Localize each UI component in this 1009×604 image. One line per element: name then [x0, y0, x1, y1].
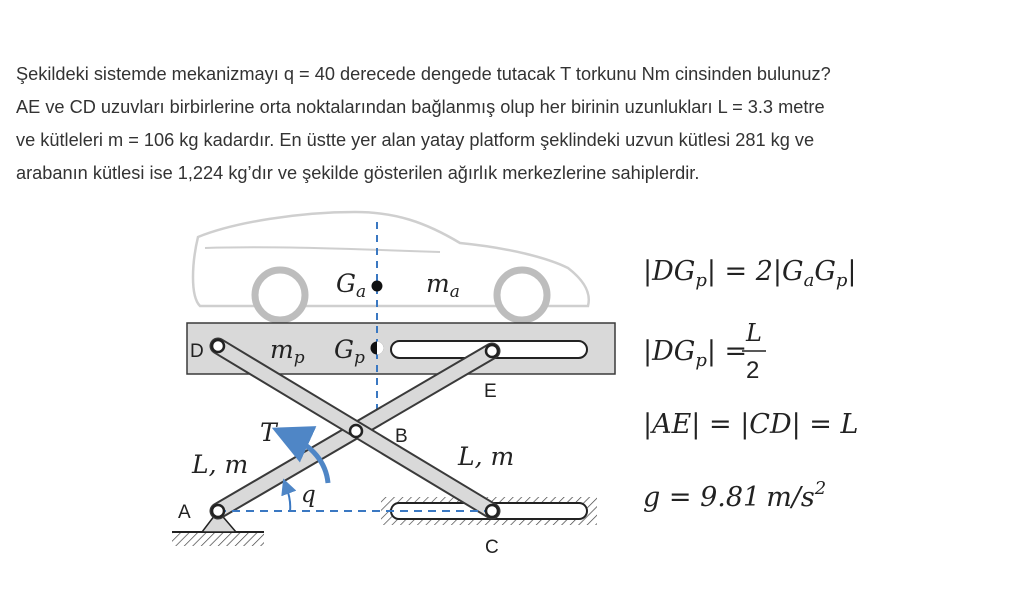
car-wheel-left — [255, 270, 305, 320]
car-wheel-right — [497, 270, 547, 320]
label-point-E: E — [484, 381, 497, 402]
joint-E — [486, 345, 498, 357]
joint-B — [350, 425, 362, 437]
label-point-D: D — [190, 341, 204, 362]
car-outline — [193, 212, 589, 320]
equation-2 — [643, 319, 766, 384]
problem-line-2: AE ve CD uzuvları birbirlerine orta noktalarından bağlanmış olup her birinin uzunlukları L = 3.3 metre — [16, 97, 825, 117]
problem-line-4: arabanın kütlesi ise 1,224 kg’dır ve şekilde gösterilen ağırlık merkezlerine sahiplerdir. — [16, 163, 700, 183]
joint-D — [212, 340, 224, 352]
label-torque: T — [260, 418, 277, 447]
joint-C — [486, 505, 498, 517]
label-angle: q — [301, 482, 316, 508]
label-ma: $m_a$ — [426, 269, 460, 302]
label-link-left: L, m — [192, 450, 249, 479]
equation-4: g = 9.81 $m/s^2$ — [643, 478, 827, 513]
fraction-denominator: 2 — [746, 357, 760, 384]
svg-text:|DGp| =: $|DG_p|$ = — [643, 336, 748, 371]
angle-arrow — [286, 486, 290, 511]
label-Ga: $G_a$ — [336, 269, 367, 302]
problem-line-1: Şekildeki sistemde mekanizmayı q = 40 derecede dengede tutacak T torkunu Nm cinsinden bulunuz? — [16, 64, 831, 84]
label-point-A: A — [178, 502, 191, 523]
label-Gp: $G_p$ — [334, 335, 365, 368]
label-point-B: B — [395, 426, 408, 447]
equation-3: |AE| = |CD| = L — [643, 409, 859, 440]
label-mp: $m_p$ — [270, 335, 305, 368]
problem-line-3: ve kütleleri m = 106 kg kadardır. En üstte yer alan yatay platform şeklindeki uzvun kütlesi 281 kg ve — [16, 130, 815, 150]
label-link-right: L, m — [458, 442, 515, 471]
ground-A-hatch — [172, 532, 264, 546]
joint-A — [212, 505, 224, 517]
fraction-numerator: L — [746, 319, 762, 347]
equation-1: $|DG_p| = 2|G_aG_p|$ — [643, 256, 857, 291]
center-of-mass-car — [372, 281, 383, 292]
label-point-C: C — [485, 537, 499, 558]
